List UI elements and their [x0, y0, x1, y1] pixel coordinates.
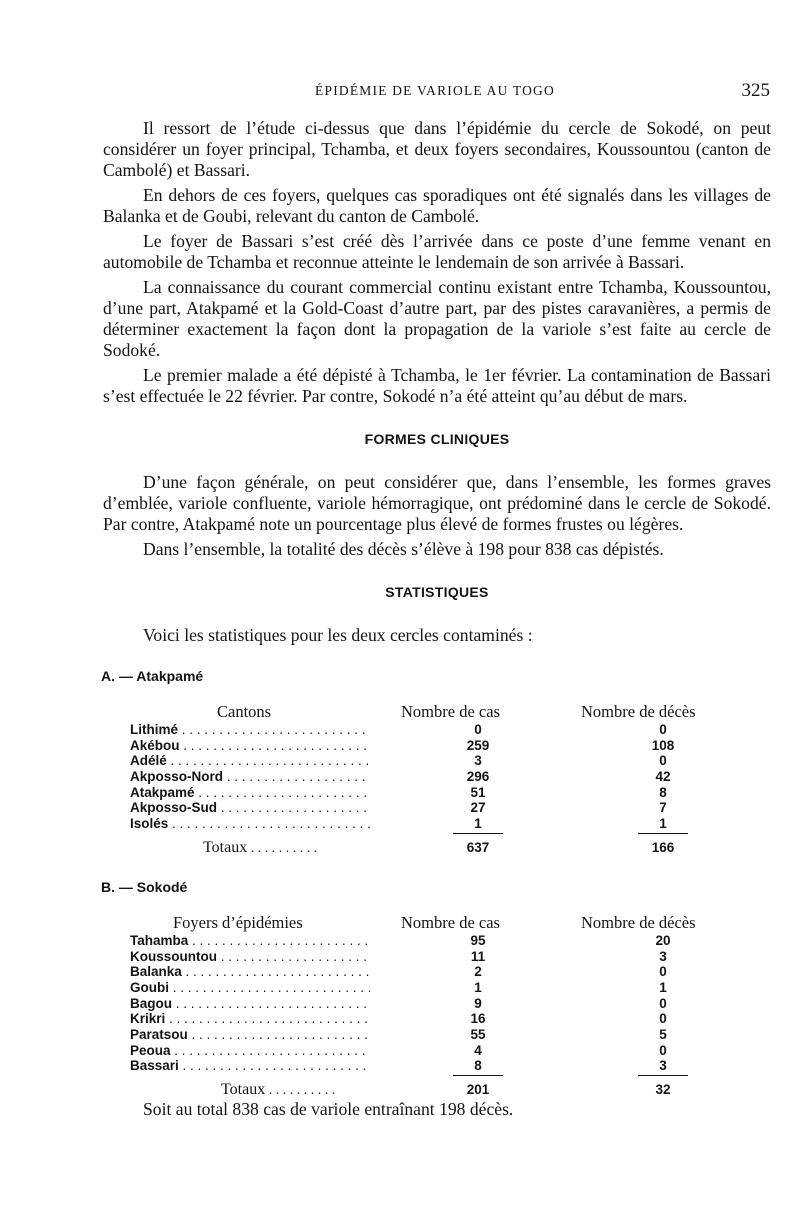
row-deces: 0: [659, 1042, 667, 1058]
row-cas: 296: [466, 769, 490, 785]
paragraph-5: Le premier malade a été dépisté à Tchamba, le 1er février. La contamination de Bassari s’est effectuée le 22 février. Par contre, Sokodé n’a été atteint qu’au début de mars.: [103, 365, 771, 406]
row-cas: 11: [470, 948, 486, 964]
paragraph-1: Il ressort de l’étude ci-dessus que dans l’épidémie du cercle de Sokodé, on peut considérer un foyer principal, Tchamba, et deux foyers secondaires, Koussountou (canton de Cambolé) et Bassari.: [103, 118, 771, 180]
row-cas: 16: [470, 1011, 486, 1027]
header-nombre-cas: Nombre de cas: [401, 912, 500, 932]
row-name: Akébou . . .: [130, 735, 370, 756]
total-cas: 637: [466, 839, 490, 855]
table-row: [103, 735, 771, 751]
section-title-formes: FORMES CLINIQUES: [364, 431, 510, 447]
row-name: Goubi . . .: [130, 977, 370, 998]
row-name: Lithimé . . .: [130, 719, 370, 740]
table-row: [103, 993, 771, 1009]
header-cantons: Cantons: [217, 702, 272, 721]
row-deces: 1: [659, 979, 667, 995]
table-row: [103, 961, 771, 980]
row-deces: 3: [659, 1058, 667, 1074]
table-row: [103, 797, 771, 816]
row-deces: 20: [655, 932, 671, 948]
row-deces: 0: [659, 964, 667, 980]
row-name: Koussountou . . .: [130, 946, 370, 967]
table-row: [103, 750, 771, 769]
row-name: Bagou . . .: [130, 993, 370, 1014]
row-cas: 27: [470, 800, 486, 816]
table-row: [103, 1008, 771, 1027]
table-row: [103, 1055, 771, 1074]
table-sokode: [103, 912, 771, 1099]
row-name: Tahamba . . .: [130, 930, 370, 951]
paragraph-3: Le foyer de Bassari s’est créé dès l’arrivée dans ce poste d’une femme venant en automobile de Tchamba et reconnue atteinte le lendemain de son arrivée à Bassari.: [103, 231, 771, 272]
row-name: Peoua . . .: [130, 1040, 370, 1061]
row-deces: 0: [659, 1011, 667, 1027]
total-deces: 32: [655, 1082, 671, 1097]
table-a-label: A. — Atakpamé: [101, 668, 204, 684]
header-foyers: Foyers d’épidémies: [173, 912, 303, 932]
total-rule: [103, 829, 771, 837]
row-cas: 3: [474, 753, 482, 769]
section-title-statistiques: STATISTIQUES: [385, 584, 489, 600]
page-header: [100, 80, 770, 104]
table-total-row: [103, 1079, 771, 1099]
row-deces: 0: [659, 722, 667, 737]
total-label: Totaux . . .: [221, 1079, 335, 1101]
total-label: Totaux . . .: [203, 837, 317, 859]
header-nombre-cas: Nombre de cas: [401, 702, 500, 721]
formes-paragraph-2: Dans l’ensemble, la totalité des décès s’élève à 198 pour 838 cas dépistés.: [143, 539, 664, 559]
row-cas: 1: [474, 979, 482, 995]
row-cas: 9: [474, 995, 482, 1011]
table-rows: [103, 719, 771, 832]
statistiques-intro: Voici les statistiques pour les deux cercles contaminés :: [143, 625, 533, 645]
row-deces: 7: [659, 800, 667, 816]
row-cas: 95: [470, 932, 486, 948]
table-atakpame: [103, 701, 771, 857]
formes-paragraph-1: D’une façon générale, on peut considérer que, dans l’ensemble, les formes graves d’emblée, variole confluente, variole hémorragique, ont prédominé dans le cercle de Sokodé. Par contre, Atakpamé note un pourcentage plus élevé de formes frustes ou légères.: [103, 472, 771, 534]
header-nombre-deces: Nombre de décès: [581, 912, 696, 932]
row-name: Atakpamé . . .: [130, 782, 370, 803]
row-deces: 0: [659, 995, 667, 1011]
table-header: [103, 912, 771, 930]
row-name: Akposso-Sud . . .: [130, 797, 370, 818]
row-cas: 2: [474, 964, 482, 980]
total-deces: 166: [651, 839, 675, 855]
row-name: Isolés . . .: [130, 813, 370, 834]
row-deces: 0: [659, 753, 667, 769]
row-deces: 42: [655, 769, 671, 785]
header-nombre-deces: Nombre de décès: [581, 702, 696, 721]
table-row: [103, 766, 771, 785]
body-text: [103, 118, 771, 1124]
row-cas: 0: [474, 722, 482, 737]
paragraph-4: La connaissance du courant commercial continu existant entre Tchamba, Koussountou, d’une part, Atakpamé et la Gold-Coast d’autre part, par des pistes caravanières, a permis de déterminer exactement la façon dont la propagation de la variole s’est faite au cercle de Sodoké.: [103, 277, 771, 360]
total-rule: [103, 1071, 771, 1079]
row-name: Akposso-Nord . . .: [130, 766, 370, 787]
paragraph-2: En dehors de ces foyers, quelques cas sporadiques ont été signalés dans les villages de Balanka et de Goubi, relevant du canton de Cambolé.: [103, 185, 771, 226]
row-deces: 108: [651, 737, 675, 753]
table-row: [103, 977, 771, 993]
total-cas: 201: [466, 1082, 490, 1097]
running-title: ÉPIDÉMIE DE VARIOLE AU TOGO: [315, 83, 555, 98]
row-name: Bassari . . .: [130, 1055, 370, 1076]
row-cas: 55: [470, 1026, 486, 1042]
row-name: Adélé . . .: [130, 750, 370, 771]
table-b-label: B. — Sokodé: [101, 878, 188, 895]
row-cas: 259: [466, 737, 490, 753]
table-row: [103, 719, 771, 735]
table-rows: [103, 930, 771, 1074]
row-deces: 8: [659, 784, 667, 800]
row-name: Balanka . . .: [130, 961, 370, 982]
table-row: [103, 946, 771, 962]
table-row: [103, 930, 771, 946]
row-name: Krikri . . .: [130, 1008, 370, 1029]
row-deces: 3: [659, 948, 667, 964]
row-cas: 8: [474, 1058, 482, 1074]
row-name: Paratsou . . .: [130, 1024, 370, 1045]
row-cas: 51: [470, 784, 486, 800]
conclusion: Soit au total 838 cas de variole entraînant 198 décès.: [143, 1099, 514, 1119]
table-total-row: [103, 837, 771, 857]
row-cas: 4: [474, 1042, 482, 1058]
row-deces: 1: [659, 816, 667, 832]
table-row: [103, 813, 771, 832]
table-header: [103, 701, 771, 719]
row-cas: 1: [474, 816, 482, 832]
page-number: 325: [741, 80, 770, 101]
table-row: [103, 782, 771, 798]
table-row: [103, 1024, 771, 1040]
table-row: [103, 1040, 771, 1056]
row-deces: 5: [659, 1026, 667, 1042]
